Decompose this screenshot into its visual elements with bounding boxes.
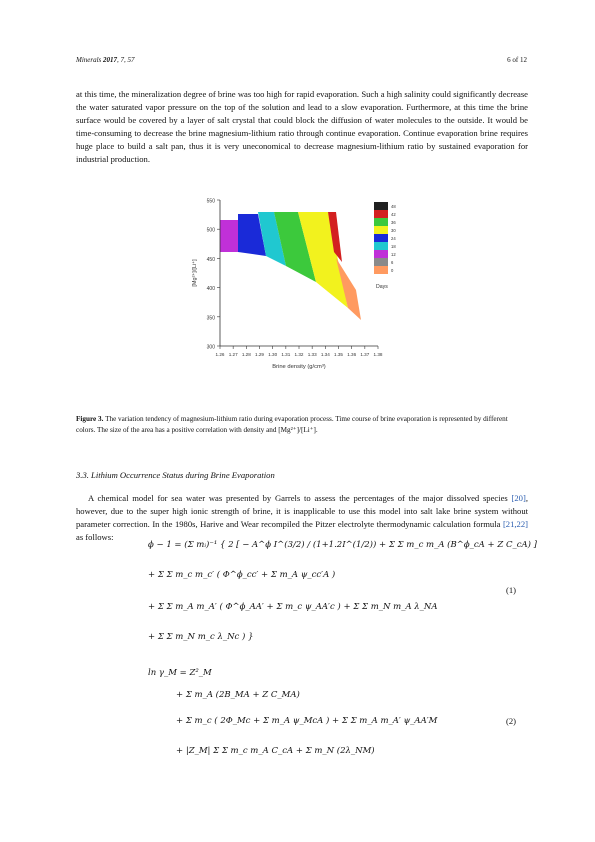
x-tick-label: 1.38 <box>373 352 383 357</box>
region-0 <box>220 220 238 252</box>
caption-text: The variation tendency of magnesium-lithium ratio during evaporation process. Time course of brine evaporation is represented by different colors. The size of the area has a positive correlation with density and [Mg²⁺]/[Li⁺]. <box>76 415 508 434</box>
paragraph-2-part-c: as follows: <box>76 532 114 542</box>
figure-caption <box>76 414 528 436</box>
legend-swatch <box>374 234 388 242</box>
equation-2-line-4: + |Z_M| Σ Σ m_c m_A C_cA + Σ m_N (2λ_NM) <box>176 746 375 756</box>
citation-21-22[interactable]: [21,22] <box>502 519 528 529</box>
legend-value: 6 <box>391 260 394 265</box>
x-tick-label: 1.37 <box>360 352 370 357</box>
paragraph-2-part-b: , however, due to the super high ionic strength of brine, it is inapplicable to use this model into salt lake brine system without parameter correction. In the 1980s, Harive and Wear recompiled the Pitzer electrolyte thermodynamic calculation formula <box>76 493 528 529</box>
paragraph-2 <box>76 492 528 544</box>
x-tick-label: 1.26 <box>215 352 225 357</box>
legend-swatch <box>374 242 388 250</box>
x-tick-label: 1.27 <box>228 352 238 357</box>
legend-swatch <box>374 250 388 258</box>
legend-swatch <box>374 258 388 266</box>
y-tick-label: 350 <box>206 315 215 322</box>
equation-2-line-3: + Σ m_c ( 2Φ_Mc + Σ m_A ψ_McA ) + Σ Σ m_A m_A′ ψ_AA′M <box>176 716 438 726</box>
legend-value: 18 <box>391 244 396 249</box>
equation-1-number: (1) <box>506 585 517 595</box>
equation-1-line-2: + Σ Σ m_c m_c′ ( Φ^ϕ_cc′ + Σ m_A ψ_cc′A ) <box>148 570 336 580</box>
y-tick-label: 300 <box>206 344 215 351</box>
legend-title: Days <box>376 284 388 290</box>
x-tick-label: 1.29 <box>255 352 264 357</box>
y-axis-label: [Mg²⁺]/[Li⁺] <box>192 259 198 287</box>
citation-20[interactable]: [20] <box>511 493 526 503</box>
x-tick-label: 1.34 <box>320 352 330 357</box>
paragraph-2-part-a: A chemical model for sea water was presented by Garrels to assess the percentages of the major dissolved species <box>88 493 512 503</box>
legend-swatch <box>374 202 388 210</box>
journal-name: Minerals <box>76 56 102 64</box>
page-number: 6 of 12 <box>507 56 527 64</box>
equation-2-line-1: ln γ_M = Z²_M <box>148 668 212 678</box>
legend-value: 48 <box>391 204 396 209</box>
x-tick-label: 1.30 <box>268 352 278 357</box>
legend-swatch <box>374 226 388 234</box>
equation-2-line-2: + Σ m_A (2B_MA + Z C_MA) <box>176 690 300 700</box>
x-tick-label: 1.33 <box>307 352 317 357</box>
legend-value: 12 <box>391 252 396 257</box>
x-tick-label: 1.31 <box>281 352 291 357</box>
paragraph-2-text <box>76 492 528 544</box>
x-tick-label: 1.32 <box>294 352 304 357</box>
legend-swatch <box>374 266 388 274</box>
x-tick-label: 1.36 <box>347 352 357 357</box>
y-tick-label: 500 <box>206 227 215 234</box>
equation-1-line-3: + Σ Σ m_A m_A′ ( Φ^ϕ_AA′ + Σ m_c ψ_AA′c ) + Σ Σ m_N m_A λ_NA <box>148 602 438 612</box>
legend-swatch <box>374 218 388 226</box>
paragraph-1 <box>76 88 528 166</box>
legend-value: 30 <box>391 228 396 233</box>
x-tick-label: 1.35 <box>334 352 343 357</box>
section-heading: 3.3. Lithium Occurrence Status during Brine Evaporation <box>76 470 275 480</box>
plot-area <box>191 199 396 371</box>
paragraph-1-text: at this time, the mineralization degree of brine was too high for rapid evaporation. Such a high salinity could significantly decrease the water saturated vapor pressure on the top of the solution and lead to a slow evaporation. Furthermore, at this time the brine surface would be covered by a layer of salt crystal that could block the diffusion of water molecules to the outside. It would be time-consuming to decrease the brine magnesium-lithium ratio through continue evaporation. Continue evaporation brine requires huge place to build a salt pan, thus it is very uneconomical to decrease magnesium-lithium ratio by sustained evaporation for industrial production. <box>76 89 528 164</box>
y-tick-label: 550 <box>206 198 215 205</box>
equation-2-number: (2) <box>506 716 517 726</box>
legend-value: 24 <box>391 236 396 241</box>
figure-3-plot <box>186 192 416 372</box>
equation-1-line-4: + Σ Σ m_N m_c λ_Nc ) } <box>148 632 254 642</box>
y-tick-label: 400 <box>206 286 215 293</box>
legend-value: 0 <box>391 268 394 273</box>
x-tick-label: 1.28 <box>241 352 251 357</box>
caption-label: Figure 3. <box>76 415 104 423</box>
legend-value: 42 <box>391 212 396 217</box>
running-header <box>76 56 527 64</box>
legend-value: 36 <box>391 220 396 225</box>
equation-1-line-1: ϕ − 1 = (Σ mᵢ)⁻¹ { 2 [ − A^ϕ I^(3/2) / (1+1.2I^(1/2)) + Σ Σ m_c m_A (B^ϕ_cA + Z C_cA) ] <box>148 540 537 550</box>
y-tick-label: 450 <box>206 256 215 263</box>
x-axis-label: Brine density (g/cm³) <box>272 364 326 370</box>
journal-volume: , 7, 57 <box>117 56 135 64</box>
legend-swatch <box>374 210 388 218</box>
journal-year: 2017 <box>103 56 118 64</box>
